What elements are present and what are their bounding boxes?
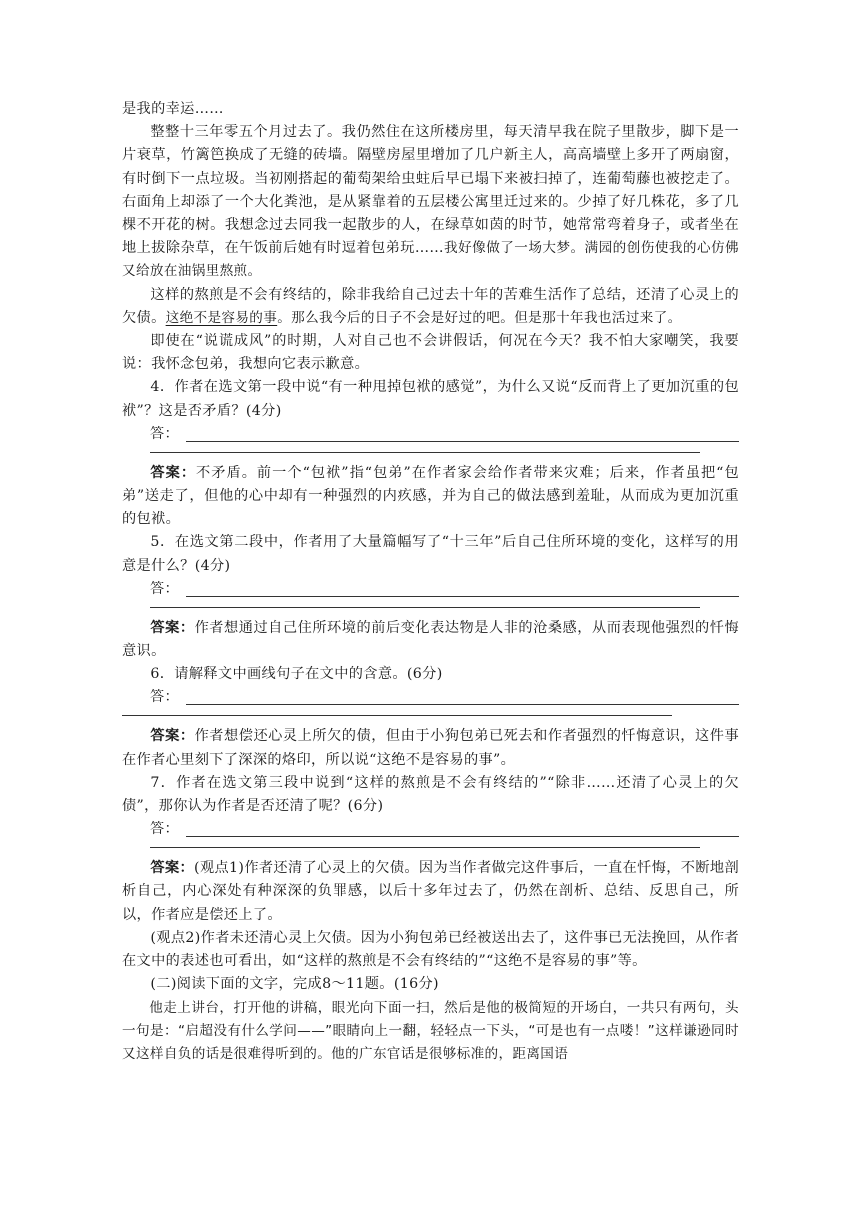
answer-5-line-2 <box>150 607 700 608</box>
answer-5-label: 答案： <box>150 619 195 636</box>
paragraph-debt <box>122 284 739 330</box>
answer-7-line <box>186 836 739 837</box>
answer-7-prompt: 答： <box>150 821 180 838</box>
answer-5-text: 作者想通过自己住所环境的前后变化表达物是人非的沧桑感，从而表现他强烈的忏悔意识。 <box>122 619 740 660</box>
answer-4 <box>122 462 739 532</box>
paragraph-environment-text: 整整十三年零五个月过去了。我仍然住在这所楼房里，每天清早我在院子里散步，脚下是一片衰草，竹篱笆换成了无缝的砖墙。隔壁房屋里增加了几户新主人，高高墙壁上多开了两扇窗，有时倒下一点垃圾。当初刚搭起的葡萄架给虫蛀后早已塌下来被扫掉了，连葡萄藤也被挖走了。右面角上却添了一个大化粪池，是从紧靠着的五层楼公寓里迁过来的。少掉了好几株花，多了几棵不开花的树。我想念过去同我一起散步的人，在绿草如茵的时节，她常常弯着身子，或者坐在地上拔除杂草，在午饭前后她有时逗着包弟玩…… <box>122 124 739 257</box>
answer-4-field[interactable] <box>150 423 739 446</box>
answer-5-extra-line[interactable] <box>150 601 739 617</box>
answer-5-prompt: 答： <box>150 580 180 597</box>
section-2-heading: (二)阅读下面的文字，完成8～11题。(16分) <box>150 976 439 993</box>
answer-7-view-1-text: (观点1)作者还清了心灵上的欠债。因为当作者做完这件事后，一直在忏悔，不断地剖析自己，内心深处有种深深的负罪感，以后十多年过去了，仍然在剖析、总结、反思自己，所以，作者应是偿还上了。 <box>122 860 739 923</box>
paragraph-apology: 即使在“说谎成风”的时期，人对自己也不会讲假话，何况在今天？我不怕大家嘲笑，我要说：我怀念包弟，我想向它表示歉意。 <box>122 333 739 373</box>
paragraph-debt-text-b: 。那么我今后的日子不会是好过的吧。但是那十年我也活过来了。 <box>277 309 682 326</box>
answer-4-extra-line[interactable] <box>150 446 739 462</box>
answer-7-view-2: (观点2)作者未还清心灵上欠债。因为小狗包弟已经被送出去了，这件事已无法挽回，从作者在文中的表述也可看出，如“这样的熬煎是不会有终结的”“这绝不是容易的事”等。 <box>122 929 739 970</box>
page-content <box>122 98 739 1066</box>
answer-6-text: 作者想偿还心灵上所欠的债，但由于小狗包弟已死去和作者强烈的忏悔意识，这件事在作者心里刻下了深深的烙印，所以说“这绝不是容易的事”。 <box>122 728 740 768</box>
paragraph-environment-kai-text: 我好像做了一场大梦。满园的创伤使我的心仿佛又给放在油锅里熬煎。 <box>122 240 739 280</box>
question-6: 6．请解释文中画线句子在文中的含意。(6分) <box>150 666 443 683</box>
answer-7-label: 答案： <box>150 860 195 877</box>
answer-6-field[interactable] <box>150 686 739 709</box>
question-5: 5．在选文第二段中，作者用了大量篇幅写了“十三年”后自己住所环境的变化，这样写的用意是什么？(4分) <box>122 534 739 574</box>
answer-6-line-2 <box>122 715 672 716</box>
answer-6-prompt: 答： <box>150 689 180 706</box>
answer-4-prompt: 答： <box>150 425 180 442</box>
paragraph-lecture: 他走上讲台，打开他的讲稿，眼光向下面一扫，然后是他的极简短的开场白，一共只有两句，头一句是：“启超没有什么学问——”眼睛向上一翻，轻轻点一下头，“可是也有一点喽！”这样谦逊同时又这样自负的话是很难得听到的。他的广东官话是很够标准的，距离国语 <box>122 999 739 1062</box>
answer-4-text: 不矛盾。前一个“包袱”指“包弟”在作者家会给作者带来灾难；后来，作者虽把“包弟”送走了，但他的心中却有一种强烈的内疚感，并为自己的做法感到羞耻，从而成为更加沉重的包袱。 <box>122 464 739 528</box>
answer-7-line-2 <box>150 847 700 848</box>
answer-6-extra-line[interactable] <box>122 709 739 725</box>
answer-4-line-2 <box>150 452 700 453</box>
paragraph-debt-text-a: 这样的熬煎是不会有终结的，除非我给自己过去十年的苦难生活作了总结，还清了心灵上的欠债。 <box>122 286 739 326</box>
answer-5-line <box>186 596 739 597</box>
answer-7-view-1 <box>122 857 739 927</box>
answer-6-line <box>186 704 739 705</box>
paragraph-continuation: 是我的幸运…… <box>122 101 224 117</box>
answer-6 <box>122 725 739 771</box>
answer-5-field[interactable] <box>150 578 739 601</box>
underlined-sentence: 这绝不是容易的事 <box>165 309 278 326</box>
answer-7-field[interactable] <box>150 818 739 841</box>
question-4: 4．作者在选文第一段中说“有一种甩掉包袱的感觉”，为什么又说“反而背上了更加沉重的包袱”？这是否矛盾？(4分) <box>122 379 739 419</box>
answer-4-line <box>186 441 739 442</box>
answer-6-label: 答案： <box>150 728 195 745</box>
paragraph-environment <box>122 121 739 283</box>
question-7: 7．作者在选文第三段中说到“这样的熬煎是不会有终结的”“除非……还清了心灵上的欠债”，那你认为作者是否还清了呢？(6分) <box>122 774 739 815</box>
answer-7-extra-line[interactable] <box>150 841 739 857</box>
answer-5 <box>122 617 739 663</box>
answer-4-label: 答案： <box>150 464 197 481</box>
